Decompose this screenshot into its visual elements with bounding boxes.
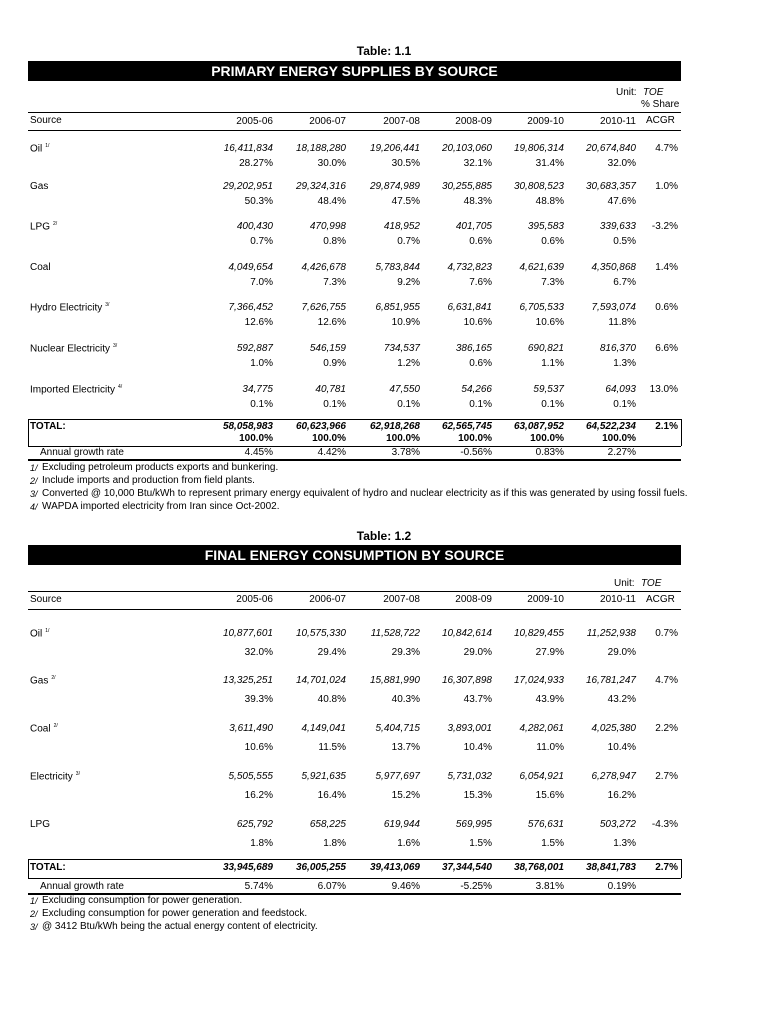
growth-cell: 4.45%: [244, 447, 273, 458]
share-cell: 32.0%: [244, 647, 273, 658]
share-cell: 47.6%: [607, 196, 636, 207]
share-cell: 1.8%: [250, 838, 273, 849]
growth-label: Annual growth rate: [40, 447, 124, 458]
value-cell: 6,851,955: [375, 302, 420, 313]
value-cell: 6,631,841: [447, 302, 492, 313]
growth-cell: 4.42%: [317, 447, 346, 458]
value-cell: 18,188,280: [295, 143, 346, 154]
growth-cell: -0.56%: [460, 447, 492, 458]
share-cell: 0.1%: [469, 399, 492, 410]
value-cell: 30,255,885: [441, 181, 492, 192]
growth-cell: 0.83%: [535, 447, 564, 458]
source-header: Source: [30, 115, 62, 126]
row-label-text: Coal: [30, 723, 51, 735]
total-share-cell: 100.0%: [602, 433, 636, 444]
share-cell: 7.3%: [323, 277, 346, 288]
unit-label: Unit:: [614, 578, 635, 589]
share-cell: 40.8%: [317, 694, 346, 705]
value-cell: 10,575,330: [295, 628, 346, 639]
column-header: 2007-08: [383, 594, 420, 605]
share-cell: 32.0%: [607, 158, 636, 169]
growth-cell: 9.46%: [391, 881, 420, 892]
row-label: [30, 675, 56, 686]
share-cell: 0.9%: [323, 358, 346, 369]
value-cell: 7,626,755: [301, 302, 346, 313]
share-cell: 1.8%: [323, 838, 346, 849]
rule-line: [28, 419, 681, 420]
row-label: Gas: [30, 181, 49, 192]
total-label: TOTAL:: [30, 421, 66, 432]
total-value-cell: 33,945,689: [222, 862, 273, 873]
footnote-mark: 3/: [30, 922, 38, 932]
value-cell: 19,206,441: [369, 143, 420, 154]
value-cell: 11,252,938: [586, 628, 636, 639]
column-header: 2009-10: [527, 116, 564, 127]
total-label: TOTAL:: [30, 862, 66, 873]
share-cell: 7.0%: [250, 277, 273, 288]
share-cell: 10.9%: [391, 317, 420, 328]
value-cell: 54,266: [461, 384, 492, 395]
value-cell: 4,049,654: [228, 262, 273, 273]
value-cell: 30,808,523: [513, 181, 564, 192]
share-cell: 1.2%: [397, 358, 420, 369]
value-cell: 658,225: [309, 819, 346, 830]
row-label: [30, 628, 49, 639]
total-share-cell: 100.0%: [386, 433, 420, 444]
rule-line: [28, 130, 681, 131]
share-cell: 1.5%: [541, 838, 564, 849]
total-value-cell: 37,344,540: [441, 862, 492, 873]
footnote-mark: 2/: [30, 476, 38, 486]
share-cell: 1.5%: [469, 838, 492, 849]
value-cell: 7,366,452: [228, 302, 273, 313]
footnote-marker: 1/: [45, 143, 50, 149]
value-cell: 10,829,455: [513, 628, 564, 639]
total-value-cell: 39,413,069: [369, 862, 420, 873]
value-cell: 6,054,921: [519, 771, 564, 782]
share-cell: 11.5%: [318, 742, 346, 753]
share-cell: 10.6%: [535, 317, 564, 328]
total-share-cell: 100.0%: [239, 433, 273, 444]
acgr-header: ACGR: [646, 594, 675, 605]
value-cell: 395,583: [527, 221, 564, 232]
value-cell: 20,103,060: [441, 143, 492, 154]
acgr-cell: 0.6%: [655, 302, 678, 313]
share-label: % Share: [641, 99, 680, 110]
share-cell: 0.6%: [469, 358, 492, 369]
share-cell: 10.6%: [244, 742, 273, 753]
share-cell: 15.2%: [391, 790, 420, 801]
value-cell: 34,775: [242, 384, 273, 395]
growth-cell: 2.27%: [607, 447, 636, 458]
row-label: [30, 723, 58, 734]
column-header: 2008-09: [455, 594, 492, 605]
value-cell: 592,887: [236, 343, 273, 354]
value-cell: 690,821: [527, 343, 564, 354]
column-header: 2008-09: [455, 116, 492, 127]
row-label-text: Oil: [30, 628, 43, 640]
value-cell: 7,593,074: [591, 302, 636, 313]
value-cell: 40,781: [315, 384, 346, 395]
row-label-text: LPG: [30, 221, 51, 233]
share-cell: 48.8%: [535, 196, 564, 207]
share-cell: 15.3%: [463, 790, 492, 801]
share-cell: 27.9%: [535, 647, 564, 658]
share-cell: 0.1%: [397, 399, 420, 410]
rule-line: [28, 609, 681, 610]
value-cell: 20,674,840: [585, 143, 636, 154]
acgr-cell: 2.7%: [655, 771, 678, 782]
share-cell: 12.6%: [317, 317, 346, 328]
footnote-marker: 3/: [113, 343, 118, 349]
share-cell: 12.6%: [244, 317, 273, 328]
share-cell: 9.2%: [397, 277, 420, 288]
value-cell: 5,731,032: [447, 771, 492, 782]
share-cell: 30.5%: [391, 158, 420, 169]
acgr-cell: -3.2%: [651, 221, 678, 232]
value-cell: 6,278,947: [591, 771, 636, 782]
value-cell: 4,732,823: [447, 262, 492, 273]
value-cell: 546,159: [309, 343, 346, 354]
row-label: [30, 302, 109, 313]
share-cell: 7.3%: [541, 277, 564, 288]
total-share-cell: 100.0%: [312, 433, 346, 444]
column-header: 2007-08: [383, 116, 420, 127]
row-label-text: Electricity: [30, 771, 73, 783]
share-cell: 50.3%: [244, 196, 273, 207]
value-cell: 30,683,357: [585, 181, 636, 192]
column-header: 2006-07: [309, 594, 346, 605]
column-header: 2010-11: [600, 116, 636, 127]
value-cell: 4,350,868: [591, 262, 636, 273]
share-cell: 29.3%: [391, 647, 420, 658]
row-label-text: Oil: [30, 143, 43, 155]
share-cell: 10.4%: [607, 742, 636, 753]
total-share-cell: 100.0%: [530, 433, 564, 444]
footnote-mark: 3/: [30, 489, 38, 499]
share-cell: 47.5%: [391, 196, 420, 207]
row-label-text: Imported Electricity: [30, 384, 116, 396]
rule-line-vertical: [28, 859, 29, 878]
value-cell: 4,149,041: [301, 723, 346, 734]
value-cell: 4,025,380: [591, 723, 636, 734]
total-value-cell: 36,005,255: [295, 862, 346, 873]
share-cell: 1.1%: [541, 358, 564, 369]
share-cell: 1.3%: [613, 358, 636, 369]
value-cell: 16,411,834: [223, 143, 273, 154]
share-cell: 0.1%: [323, 399, 346, 410]
share-cell: 28.27%: [239, 158, 273, 169]
footnote-mark: 1/: [30, 463, 38, 473]
row-label: LPG: [30, 819, 51, 830]
value-cell: 625,792: [236, 819, 273, 830]
total-value-cell: 60,623,966: [295, 421, 346, 432]
value-cell: 4,426,678: [301, 262, 346, 273]
share-cell: 31.4%: [535, 158, 564, 169]
growth-cell: -5.25%: [460, 881, 492, 892]
growth-cell: 5.74%: [244, 881, 273, 892]
rule-line-vertical: [681, 859, 682, 878]
total-value-cell: 58,058,983: [222, 421, 273, 432]
value-cell: 5,977,697: [375, 771, 420, 782]
share-cell: 29.4%: [317, 647, 346, 658]
share-cell: 0.1%: [250, 399, 273, 410]
value-cell: 29,874,989: [369, 181, 420, 192]
share-cell: 0.7%: [397, 236, 420, 247]
share-cell: 40.3%: [391, 694, 420, 705]
acgr-cell: 1.0%: [655, 181, 678, 192]
share-cell: 13.7%: [391, 742, 420, 753]
share-cell: 30.0%: [317, 158, 346, 169]
table-title-banner: FINAL ENERGY CONSUMPTION BY SOURCE: [28, 545, 681, 565]
footnote-text: Excluding consumption for power generation.: [42, 895, 243, 906]
rule-line: [28, 446, 681, 447]
share-cell: 6.7%: [613, 277, 636, 288]
share-cell: 39.3%: [244, 694, 273, 705]
growth-cell: 3.81%: [535, 881, 564, 892]
value-cell: 569,995: [455, 819, 492, 830]
share-cell: 1.0%: [250, 358, 273, 369]
share-cell: 48.4%: [317, 196, 346, 207]
total-share-cell: 100.0%: [458, 433, 492, 444]
share-cell: 0.7%: [250, 236, 273, 247]
value-cell: 576,631: [527, 819, 564, 830]
total-value-cell: 62,918,268: [369, 421, 420, 432]
footnote-marker: 3/: [75, 771, 80, 777]
rule-line: [28, 459, 681, 461]
value-cell: 3,893,001: [447, 723, 492, 734]
column-header: 2006-07: [309, 116, 346, 127]
share-cell: 43.7%: [463, 694, 492, 705]
rule-line-vertical: [28, 419, 29, 446]
value-cell: 401,705: [455, 221, 492, 232]
value-cell: 10,842,614: [441, 628, 492, 639]
row-label-text: Gas: [30, 675, 49, 687]
footnote-mark: 4/: [30, 502, 38, 512]
share-cell: 0.1%: [613, 399, 636, 410]
table-title-banner: PRIMARY ENERGY SUPPLIES BY SOURCE: [28, 61, 681, 81]
footnote-marker: 1/: [45, 628, 50, 634]
value-cell: 4,621,639: [519, 262, 564, 273]
share-cell: 43.9%: [535, 694, 564, 705]
unit-label: Unit:: [616, 87, 637, 98]
value-cell: 5,505,555: [228, 771, 273, 782]
footnote-text: Include imports and production from field plants.: [42, 475, 255, 486]
share-cell: 1.3%: [613, 838, 636, 849]
share-cell: 0.1%: [541, 399, 564, 410]
column-header: 2005-06: [236, 594, 273, 605]
value-cell: 5,921,635: [301, 771, 346, 782]
value-cell: 29,324,316: [295, 181, 346, 192]
acgr-cell: 2.2%: [655, 723, 678, 734]
value-cell: 734,537: [383, 343, 420, 354]
footnote-marker: 2/: [51, 675, 56, 681]
footnote-text: WAPDA imported electricity from Iran since Oct-2002.: [42, 501, 280, 512]
share-cell: 16.2%: [607, 790, 636, 801]
footnote-marker: 3/: [105, 302, 110, 308]
value-cell: 10,877,601: [222, 628, 273, 639]
source-header: Source: [30, 594, 62, 605]
footnote-mark: 1/: [30, 896, 38, 906]
row-label: Coal: [30, 262, 51, 273]
value-cell: 13,325,251: [222, 675, 273, 686]
value-cell: 386,165: [455, 343, 492, 354]
rule-line-vertical: [681, 419, 682, 446]
value-cell: 15,881,990: [369, 675, 420, 686]
share-cell: 32.1%: [463, 158, 492, 169]
total-value-cell: 38,841,783: [585, 862, 636, 873]
share-cell: 29.0%: [463, 647, 492, 658]
value-cell: 47,550: [389, 384, 420, 395]
value-cell: 400,430: [236, 221, 273, 232]
value-cell: 4,282,061: [519, 723, 564, 734]
share-cell: 0.6%: [469, 236, 492, 247]
acgr-cell: 4.7%: [655, 675, 678, 686]
share-cell: 0.6%: [541, 236, 564, 247]
total-value-cell: 62,565,745: [441, 421, 492, 432]
value-cell: 339,633: [599, 221, 636, 232]
acgr-cell: -4.3%: [651, 819, 678, 830]
share-cell: 0.5%: [613, 236, 636, 247]
table-caption: Table: 1.2: [356, 529, 412, 543]
rule-line: [28, 878, 681, 879]
column-header: 2010-11: [600, 594, 636, 605]
total-value-cell: 64,522,234: [585, 421, 636, 432]
footnote-marker: 4/: [118, 384, 123, 390]
value-cell: 64,093: [605, 384, 636, 395]
acgr-header: ACGR: [646, 115, 675, 126]
value-cell: 19,806,314: [513, 143, 564, 154]
share-cell: 15.6%: [535, 790, 564, 801]
footnote-text: Excluding petroleum products exports and bunkering.: [42, 462, 279, 473]
value-cell: 16,307,898: [441, 675, 492, 686]
value-cell: 5,404,715: [375, 723, 420, 734]
table-caption: Table: 1.1: [356, 44, 412, 58]
column-header: 2009-10: [527, 594, 564, 605]
share-cell: 10.4%: [463, 742, 492, 753]
acgr-cell: 1.4%: [655, 262, 678, 273]
value-cell: 470,998: [309, 221, 346, 232]
share-cell: 0.8%: [323, 236, 346, 247]
value-cell: 16,781,247: [585, 675, 636, 686]
value-cell: 14,701,024: [295, 675, 346, 686]
share-cell: 43.2%: [607, 694, 636, 705]
value-cell: 503,272: [599, 819, 636, 830]
rule-line: [28, 112, 681, 113]
value-cell: 29,202,951: [222, 181, 273, 192]
growth-cell: 0.19%: [607, 881, 636, 892]
rule-line: [28, 859, 681, 860]
total-acgr-cell: 2.7%: [655, 862, 678, 873]
acgr-cell: 6.6%: [655, 343, 678, 354]
value-cell: 6,705,533: [519, 302, 564, 313]
share-cell: 29.0%: [607, 647, 636, 658]
share-cell: 16.2%: [244, 790, 273, 801]
share-cell: 7.6%: [469, 277, 492, 288]
footnote-marker: 2/: [53, 723, 58, 729]
row-label: [30, 771, 80, 782]
footnote-marker: 2/: [53, 221, 58, 227]
unit-value: TOE: [643, 87, 664, 98]
growth-cell: 3.78%: [391, 447, 420, 458]
footnote-text: Converted @ 10,000 Btu/kWh to represent primary energy equivalent of hydro and nuclear electricity as if this was generated by using fossil fuels.: [42, 488, 688, 499]
acgr-cell: 0.7%: [655, 628, 678, 639]
share-cell: 48.3%: [463, 196, 492, 207]
unit-value: TOE: [641, 578, 662, 589]
share-cell: 1.6%: [397, 838, 420, 849]
row-label: [30, 143, 49, 154]
value-cell: 816,370: [599, 343, 636, 354]
footnote-mark: 2/: [30, 909, 38, 919]
total-acgr-cell: 2.1%: [655, 421, 678, 432]
footnote-text: @ 3412 Btu/kWh being the actual energy content of electricity.: [42, 921, 318, 932]
growth-label: Annual growth rate: [40, 881, 124, 892]
acgr-cell: 13.0%: [649, 384, 678, 395]
share-cell: 16.4%: [317, 790, 346, 801]
row-label-text: Hydro Electricity: [30, 302, 103, 314]
row-label: [30, 221, 57, 232]
share-cell: 11.0%: [536, 742, 564, 753]
value-cell: 418,952: [383, 221, 420, 232]
value-cell: 3,611,490: [229, 723, 273, 734]
value-cell: 59,537: [533, 384, 564, 395]
share-cell: 10.6%: [463, 317, 492, 328]
value-cell: 11,528,722: [370, 628, 420, 639]
growth-cell: 6.07%: [317, 881, 346, 892]
rule-line: [28, 591, 681, 592]
row-label: [30, 384, 122, 395]
total-value-cell: 38,768,001: [513, 862, 564, 873]
row-label-text: Nuclear Electricity: [30, 343, 111, 355]
value-cell: 619,944: [383, 819, 420, 830]
value-cell: 17,024,933: [513, 675, 564, 686]
total-value-cell: 63,087,952: [513, 421, 564, 432]
column-header: 2005-06: [236, 116, 273, 127]
row-label: [30, 343, 117, 354]
share-cell: 11.8%: [608, 317, 636, 328]
acgr-cell: 4.7%: [655, 143, 678, 154]
value-cell: 5,783,844: [375, 262, 420, 273]
footnote-text: Excluding consumption for power generation and feedstock.: [42, 908, 308, 919]
